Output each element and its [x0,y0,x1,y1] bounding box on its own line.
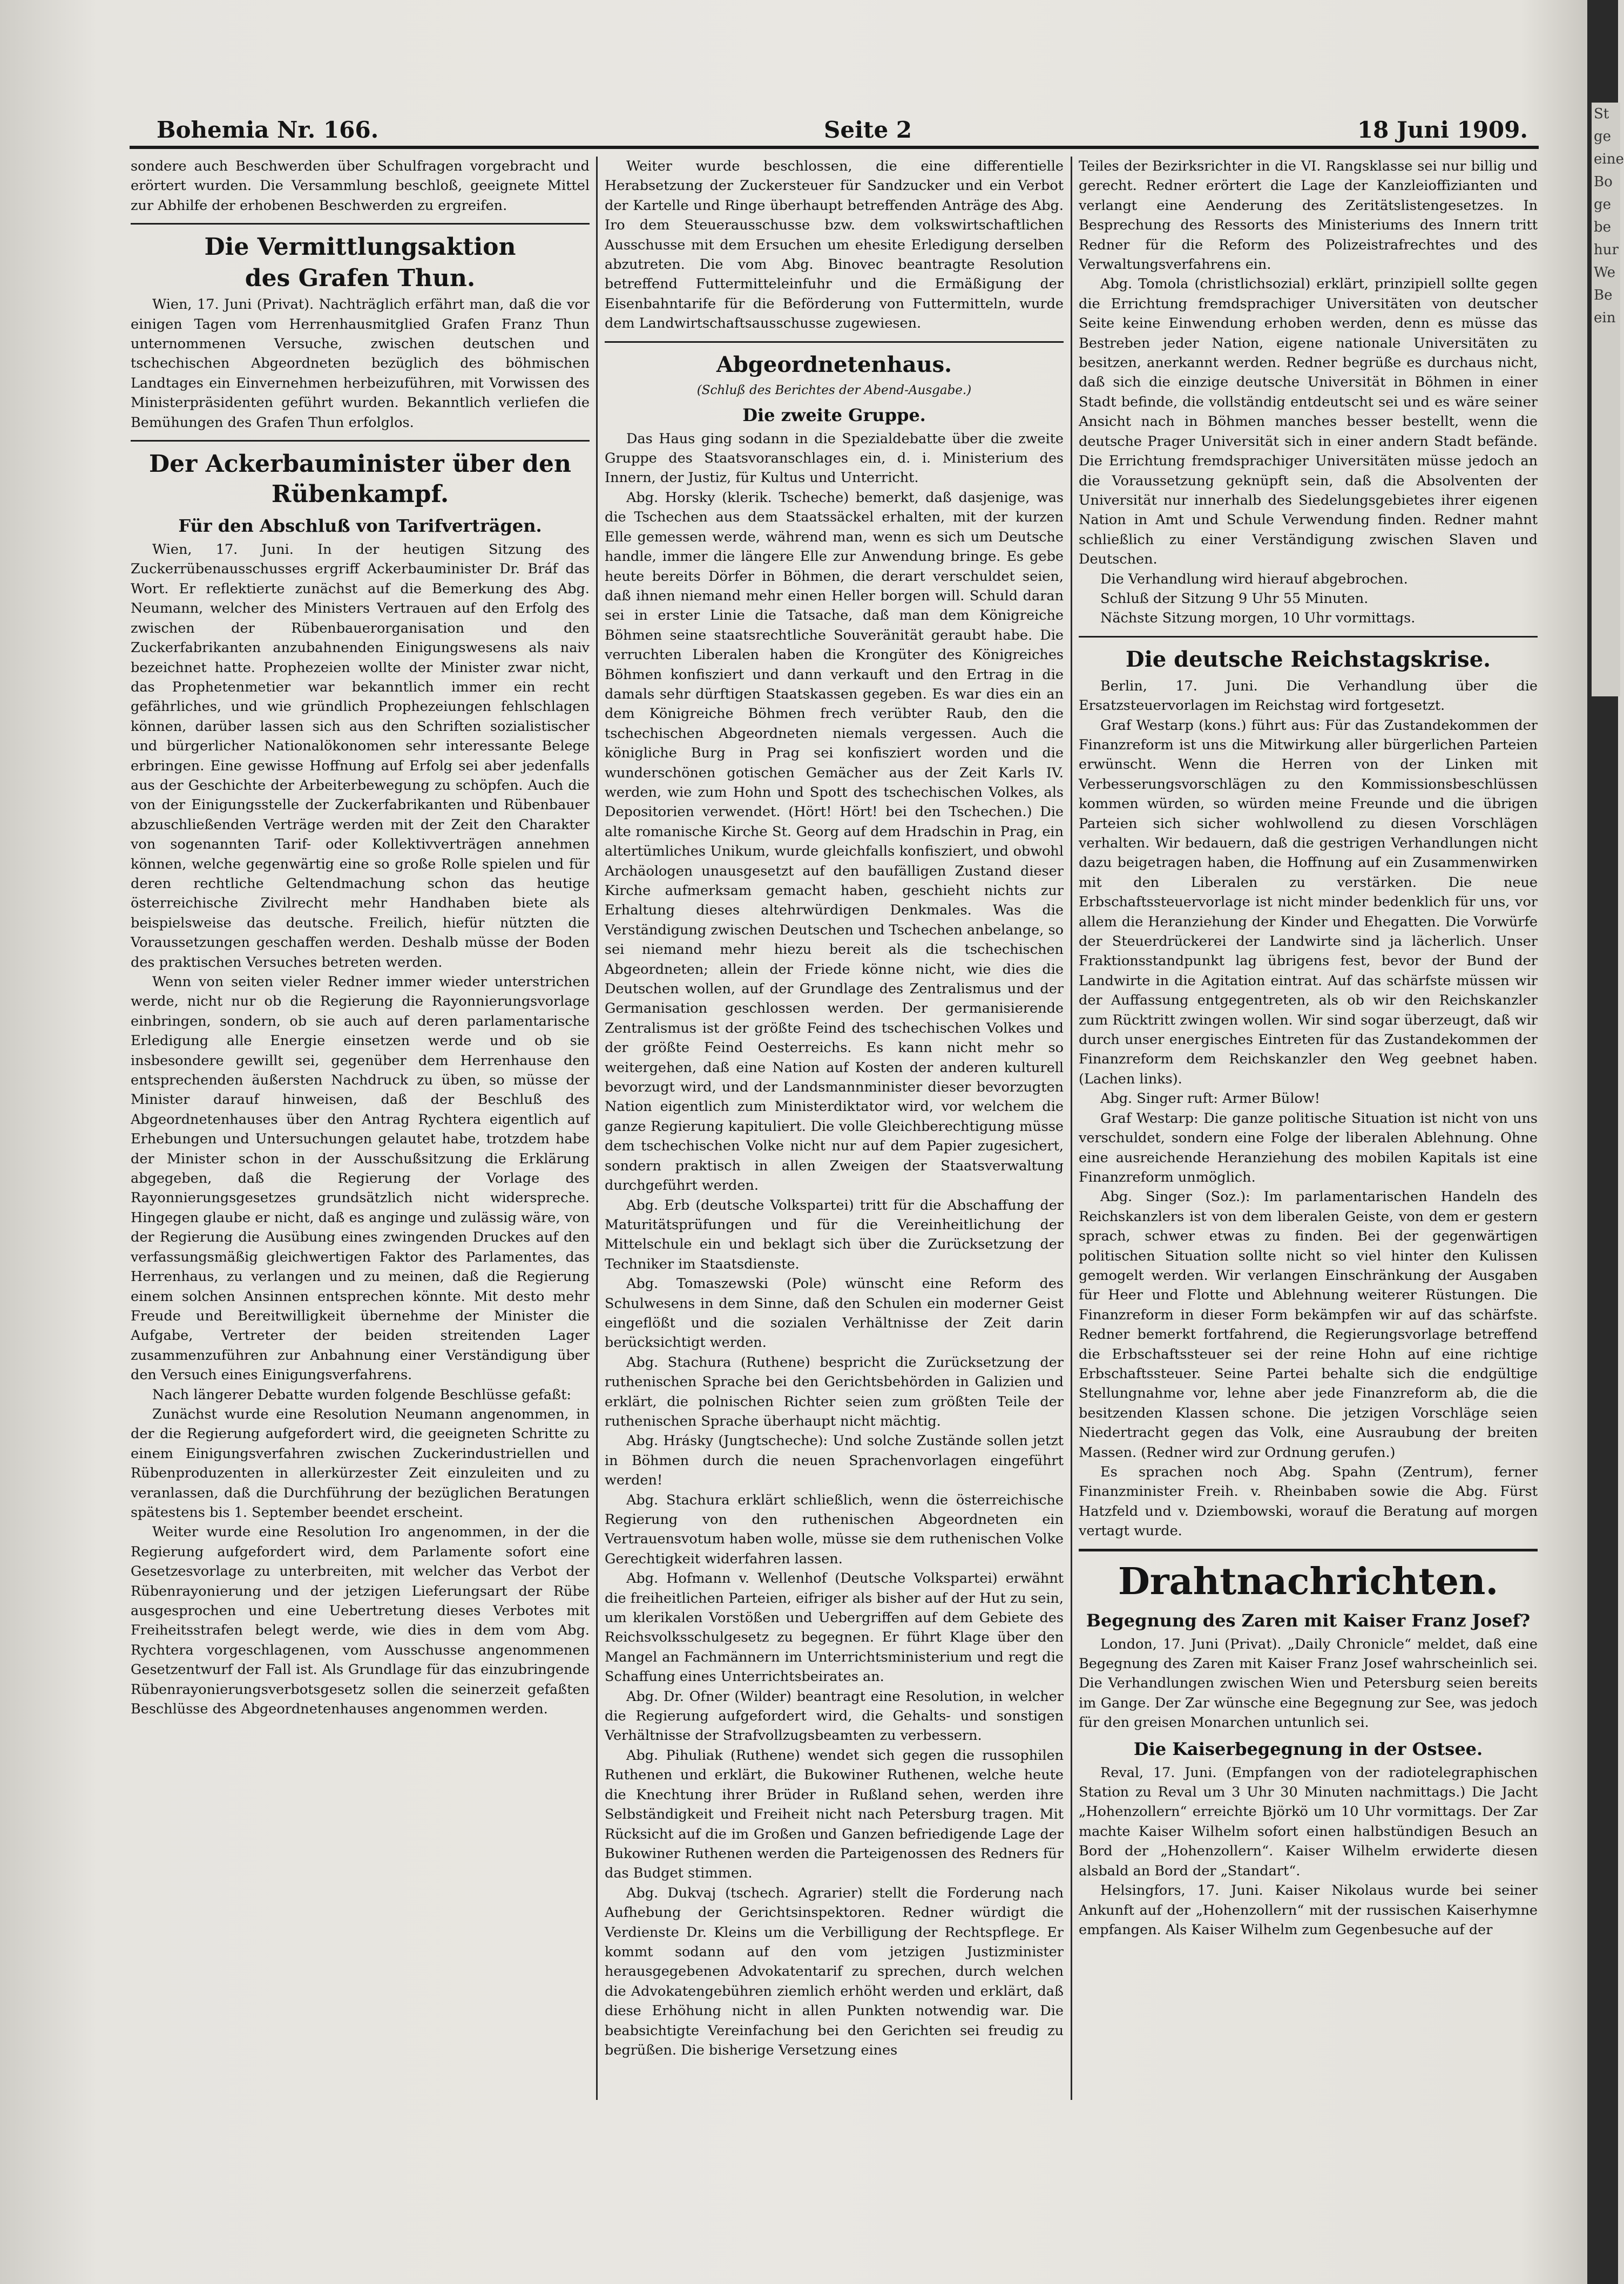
fragment-line: ein [1594,310,1616,326]
subheadline-zweite-gruppe: Die zweite Gruppe. [742,404,926,425]
article-text: Graf Westarp: Die ganze politische Situation ist nicht von uns verschuldet, sondern eine Folge der liberalen Ablehnung. Ohne eine ausreichende Heranziehung des mobilen Kapitals ist eine Finanzreform unmöglich. [1079,1110,1538,1185]
header-rule [130,146,1539,149]
fragment-line: Bo [1594,174,1613,190]
article-text: Abg. Pihuliak (Ruthene) wendet sich gegen die russophilen Ruthenen und erklärt, die Bukowiner Ruthenen, welche heute die Knechtung ihrer Brüder in Rußland sehen, werden ihre Selbständigkeit und Freiheit nicht nach Petersburg tragen. Mit Rücksicht auf die im Großen und Ganzen befriedigende Lage der Bukowiner Ruthenen werden die Parteigenossen des Redners für das Budget stimmen. [605,1747,1064,1882]
fragment-line: ge [1594,196,1612,213]
fragment-line: ge [1594,128,1612,145]
article-separator [131,440,590,442]
subheadline-zaren-begegnung: Begegnung des Zaren mit Kaiser Franz Josef? [1086,1610,1531,1631]
article-text: Abg. Stachura erklärt schließlich, wenn die österreichische Regierung von den ruthenischen Abgeordneten ein Vertrauensvotum haben wolle, müsse sie dem ruthenischen Volke Gerechtigkeit widerfahren lassen. [605,1492,1064,1567]
header-paper-issue: Bohemia Nr. 166. [157,117,379,143]
article-text: Abg. Erb (deutsche Volkspartei) tritt für die Abschaffung der Maturitätsprüfungen und für die Vereinheitlichung der Mittelschule ein und beklagt sich über die Zurücksetzung der Techniker im Staatsdienste. [605,1197,1064,1272]
section-separator [1079,1549,1538,1551]
article-text: Weiter wurde eine Resolution Iro angenommen, in der die Regierung aufgefordert wird, dem Parlamente sofort eine Gesetzesvorlage zu unterbreiten, mit welcher das Verbot der Rübenrayonierung und der jetzigen Lieferungsart der Rübe ausgesprochen und eine Uebertretung dieses Verbotes mit Freiheitsstrafen belegt werde, wie dies in dem vom Abg. Rychtera vorgeschlagenen, vom Ausschusse angenommenen Gesetzentwurf der Fall ist. Als Grundlage für das einzubringende Rübenrayonierungsverbotsgesetz sollen die seinerzeit gefaßten Beschlüsse des Abgeordnetenhauses angenommen werden. [131,1524,590,1718]
article-text: Wien, 17. Juni. In der heutigen Sitzung des Zuckerrübenausschusses ergriff Ackerbauminister Dr. Bráf das Wort. Er reflektierte zunächst auf die Bemerkung des Abg. Neumann, welcher des Ministers Vertrauen auf den Erfolg des zwischen der Rübenbauerorganisation und den Zuckerfabrikanten anzubahnenden Einigungswesens als naiv bezeichnet hatte. Prophezeien wollte der Minister zwar nicht, das Prophetenmetier war bekanntlich immer ein recht gefährliches, und wie gründlich Prophezeiungen fehlschlagen können, darüber lassen sich aus den Schriften sozialistischer und bürgerlicher Nationalökonomen sehr interessante Belege erbringen. Eine gewisse Hoffnung auf Erfolg sei aber jedenfalls aus der Geschichte der Arbeiterbewegung zu schöpfen. Auch die von der Einigungsstelle der Zuckerfabrikanten und Rübenbauer abzuschließenden Verträge werden mit der Zeit den Charakter von sogenannten Tarif- oder Kollektivverträgen annehmen können, welche gegenwärtig eine so große Rolle spielen und für deren rechtliche Geltendmachung schon das heutige österreichische Zivilrecht mehr Handhaben biete als beispielsweise das deutsche. Freilich, hiefür nützten die Voraussetzungen geschaffen werden. Deshalb müsse der Boden des praktischen Versuches betreten werden. [131,541,590,971]
report-note: (Schluß des Berichtes der Abend-Ausgabe.) [696,383,972,397]
article-text: Teiles der Bezirksrichter in die VI. Rangsklasse sei nur billig und gerecht. Redner erörtert die Lage der Kanzleioffizianten und verlangt eine Aenderung des Zeritätslistengesetzes. In Besprechung des Ressorts des Ministeriums des Innern tritt Redner für die Reform des Polizeistrafrechtes und des Verwaltungsverfahrens ein. [1079,158,1538,273]
headline-vermittlungsaktion: Die Vermittlungsaktion [204,233,516,261]
adjacent-page-fragment [1592,103,1624,696]
article-text: Nächste Sitzung morgen, 10 Uhr vormittags. [1100,610,1416,627]
article-text: Abg. Tomaszewski (Pole) wünscht eine Reform des Schulwesens in dem Sinne, daß den Schulen ein moderner Geist eingeflößt und die sozialen Verhältnisse der Zeit darin berücksichtigt werden. [605,1276,1064,1351]
article-text: Die Verhandlung wird hierauf abgebrochen. [1100,571,1408,587]
column-divider [1071,157,1072,2100]
fragment-line: Be [1594,287,1613,303]
article-text: Wien, 17. Juni (Privat). Nachträglich erfährt man, daß die vor einigen Tagen vom Herrenhausmitglied Grafen Franz Thun unternommenen Versuche, zwischen deutschen und tschechischen Abgeordneten bezüglich des böhmischen Landtages ein Einvernehmen herbeizuführen, mit Vorwissen des Ministerpräsidenten geführt wurden. Bekanntlich verliefen die Bemühungen des Grafen Thun erfolglos. [131,296,590,431]
article-text: Berlin, 17. Juni. Die Verhandlung über die Ersatzsteuervorlagen im Reichstag wird fortgesetzt. [1079,677,1538,714]
subheadline-kaiserbegegnung-ostsee: Die Kaiserbegegnung in der Ostsee. [1133,1738,1483,1759]
page-header [157,105,1528,143]
headline-ackerbauminister: Der Ackerbauminister über den Rübenkampf. [148,450,572,509]
fragment-line: We [1594,265,1615,281]
column-divider [596,157,598,2100]
article-text: London, 17. Juni (Privat). „Daily Chronicle“ meldet, daß eine Begegnung des Zaren mit Kaiser Franz Josef wahrscheinlich sei. Die Verhandlungen zwischen Wien und Petersburg seien bereits im Gange. Der Zar wünsche eine Begegnung zur See, was jedoch für den greisen Monarchen untunlich sei. [1079,1636,1538,1731]
article-text: Abg. Dr. Ofner (Wilder) beantragt eine Resolution, in welcher die Regierung aufgefordert wird, die Gehalts- und sonstigen Verhältnisse der Strafvollzugsbeamten zu verbessern. [605,1688,1064,1744]
article-text: Abg. Hofmann v. Wellenhof (Deutsche Volkspartei) erwähnt die freiheitlichen Parteien, eifriger als bisher auf der Hut zu sein, um klerikalen Vorstößen und Uebergriffen auf dem Gebiete des Reichsvolksschulgesetz zu begegnen. Er führt Klage über den Mangel an Fachmännern im Unterrichtsministerium und regt die Schaffung eines Unterrichtsbeirates an. [605,1570,1064,1685]
article-text: Das Haus ging sodann in die Spezialdebatte über die zweite Gruppe des Staatsvoranschlages ein, d. i. Ministerium des Innern, der Justiz, für Kultus und Unterricht. [605,430,1064,486]
article-text: Zunächst wurde eine Resolution Neumann angenommen, in der die Regierung aufgefordert wird, die geeigneten Schritte zu einem Einigungsverfahren zwischen Zuckerindustriellen und Rübenproduzenten in allerkürzester Zeit einzuleiten und zu veranlassen, daß die Durchführung der bezüglichen Beratungen spätestens bis 1. September beendet erscheint. [131,1406,590,1521]
fragment-line: hur [1594,242,1619,258]
article-text: Weiter wurde beschlossen, die eine differentielle Herabsetzung der Zuckersteuer für Sandzucker und ein Verbot der Kartelle und Ringe überhaupt betreffenden Anträge des Abg. Iro dem Steuerausschusse bzw. dem volkswirtschaftlichen Ausschusse mit dem Ersuchen um ehesite Erledigung derselben abzutreten. Die vom Abg. Binovec beantragte Resolution betreffend Futtermitteleinfuhr und die Ermäßigung der Eisenbahntarife für die Beförderung von Futtermitteln, wurde dem Landwirtschaftsausschusse zugewiesen. [605,158,1064,332]
subheadline-tarifvertraege: Für den Abschluß von Tarifverträgen. [178,516,542,537]
headline-reichstagskrise: Die deutsche Reichstagskrise. [1125,646,1491,672]
article-text: Wenn von seiten vieler Redner immer wieder unterstrichen werde, nicht nur ob die Regierung die Rayonnierungsvorlage einbringen, sondern, ob sie auch auf deren parlamentarische Erledigung alle Energie einsetzen werde und ob sie insbesondere gewillt sei, gegenüber dem Herrenhause den entsprechenden äußersten Nachdruck zu üben, so müsse der Minister darauf hinweisen, daß der Beschluß des Abgeordnetenhauses über den Antrag Rychtera eigentlich auf Erhebungen und Untersuchungen gelautet habe, trotzdem habe der Minister schon in der Ausschußsitzung die Erklärung abgegeben, daß die Regierung der Vorlage des Rayonnierungsgesetzes grundsätzlich nicht widerspreche. Hingegen glaube er nicht, daß es anginge und zulässig wäre, von der Regierung die Ausübung eines zwingenden Druckes auf den verfassungsmäßig gleichwertigen Faktor des Parlamentes, das Herrenhaus, zu verlangen und zu meinen, daß die Regierung einem solchen Ansinnen entsprechen könnte. Mit desto mehr Freude und Bereitwilligkeit übernehme der Minister die Aufgabe, Vertreter der beiden streitenden Lager zusammenzuführen zur Anbahnung einer Verständigung über den Versuch eines Einigungsverfahrens. [131,974,590,1384]
column-3 [1079,157,1538,2127]
headline-grafen-thun: des Grafen Thun. [245,265,476,293]
fragment-line: St [1594,106,1609,122]
article-text: Abg. Singer ruft: Armer Bülow! [1100,1090,1320,1107]
article-text: Graf Westarp (kons.) führt aus: Für das Zustandekommen der Finanzreform ist uns die Mitwirkung aller bürgerlichen Parteien erwünscht. Wenn die Herren von der Linken mit Verbesserungsvorschlägen zu den Kommissionsbeschlüssen kommen würden, so würden meine Freunde und die übrigen Parteien sich sicher wohlwollend zu diesen Vorschlägen verhalten. Wir bedauern, daß die gestrigen Verhandlungen nicht dazu beigetragen haben, die Hoffnung auf ein Zusammenwirken mit den Liberalen zu verstärken. Die neue Erbschaftssteuervorlage ist nicht minder bedenklich für uns, vor allem die Heranziehung der Kinder und Ehegatten. Die Vorwürfe der Steuerdrückerei der Landwirte sind ja lächerlich. Unser Fraktionsstandpunkt lag übrigens fest, bevor der Bund der Landwirte in die Agitation eintrat. Auf das schärfste müssen wir der Auffassung entgegentreten, als ob wir den Reichskanzler zum Rücktritt zwingen wollen. Wir sind sogar überzeugt, daß wir durch unser energisches Eintreten für das Zustandekommen der Finanzreform dem Reichskanzler den Weg geebnet haben. (Lachen links). [1079,717,1538,1087]
headline-abgeordnetenhaus: Abgeordnetenhaus. [716,351,952,377]
header-date: 18 Juni 1909. [1357,117,1528,143]
column-2 [605,157,1064,2127]
article-text: Schluß der Sitzung 9 Uhr 55 Minuten. [1100,590,1369,607]
headline-drahtnachrichten: Drahtnachrichten. [1118,1560,1499,1603]
article-separator [605,341,1064,343]
article-text: Helsingfors, 17. Juni. Kaiser Nikolaus wurde bei seiner Ankunft auf der „Hohenzollern“ mit der russischen Kaiserhymne empfangen. Als Kaiser Wilhelm zum Gegenbesuche auf der [1079,1882,1538,1938]
article-separator [1079,636,1538,638]
fragment-line: be [1594,219,1612,235]
article-separator [131,223,590,225]
article-text: Abg. Hrásky (Jungtscheche): Und solche Zustände sollen jetzt in Böhmen durch die neuen Sprachenvorlagen eingeführt werden! [605,1433,1064,1489]
article-text: Abg. Stachura (Ruthene) bespricht die Zurücksetzung der ruthenischen Sprache bei den Gerichtsbehörden in Galizien und erklärt, die polnischen Richter seien zum größten Teile der ruthenischen Sprache überhaupt nicht mächtig. [605,1354,1064,1429]
article-text: Nach längerer Debatte wurden folgende Beschlüsse gefaßt: [152,1386,572,1403]
article-text: Abg. Tomola (christlichsozial) erklärt, prinzipiell sollte gegen die Errichtung fremdsprachiger Universitäten von deutscher Seite keine Einwendung erhoben werden, denn es müsse das Bestreben jeder Nation, eigene nationale Universitäten zu besitzen, anerkannt werden. Redner begrüße es durchaus nicht, daß sich die einzige deutsche Universität in Böhmen in einer Stadt befinde, die vollständig entdeutscht sei und es wäre seiner Ansicht nach in Böhmen manches besser bestellt, wenn die deutsche Prager Universität sich in einer andern Stadt befände. Die Errichtung fremdsprachiger Universitäten müsse jedoch an die Voraussetzung geknüpft sein, daß die Absolventen der Universität nur innerhalb des Siedelungsgebietes ihrer eigenen Nation in Amt und Schule Verwendung finden. Redner mahnt schließlich zu einer Verständigung zwischen Slaven und Deutschen. [1079,276,1538,568]
article-text: Abg. Horsky (klerik. Tscheche) bemerkt, daß dasjenige, was die Tschechen aus dem Staatssäckel erhalten, mit der kurzen Elle gemessen werde, während man, wenn es sich um Deutsche handle, immer die längere Elle zur Anwendung bringe. Es gebe heute bereits Dörfer in Böhmen, die derart verschuldet seien, daß ihnen niemand mehr einen Heller borgen will. Schuld daran sei in erster Linie die Tatsache, daß man dem Königreiche Böhmen seine staatsrechtliche Souveränität geraubt habe. Die verruchten Liberalen haben die Krongüter des Königreiches Böhmen konfisziert und dann verkauft und den Ertrag in die damals sehr dürftigen Staatskassen gegeben. Es war dies ein an dem Königreiche Böhmen frech verübter Raub, den die tschechischen Abgeordneten niemals vergessen. Auch die königliche Burg in Prag sei konfisziert worden und die wunderschönen gotischen Gemächer aus der Zeit Karls IV. werden, wie zum Hohn und Spott des tschechischen Volkes, als Depositorien verwendet. (Hört! Hört! bei den Tschechen.) Die alte romanische Kirche St. Georg auf dem Hradschin in Prag, ein altertümliches Unikum, wurde gleichfalls konfisziert, und obwohl Archäologen unausgesetzt auf den baufälligen Zustand dieser Kirche aufmerksam gemacht haben, geschieht nichts zur Erhaltung dieses altehrwürdigen Denkmales. Was die Verständigung zwischen Deutschen und Tschechen anbelange, so sei niemand mehr hiezu bereit als die tschechischen Abgeordneten; allein der Friede könne nicht, wie dies die Deutschen wollen, auf der Grundlage des Zentralismus und der Germanisation geschlossen werden. Der germanisierende Zentralismus ist der größte Feind des tschechischen Volkes und der größte Feind Oesterreichs. Es kann nicht mehr so weitergehen, daß eine Nation auf Kosten der anderen kulturell bevorzugt wird, und der Landsmannminister dieser bevorzugten Nation eigentlich zum Ministerdiktator wird, vor welchem die ganze Regierung kapituliert. Die volle Gleichberechtigung müsse dem tschechischen Volke nicht nur auf dem Papier zugesichert, sondern praktisch in allen Zweigen der Staatsverwaltung durchgeführt werden. [605,489,1064,1194]
article-text: Abg. Dukvaj (tschech. Agrarier) stellt die Forderung nach Aufhebung der Gerichtsinspektoren. Redner würdigt die Verdienste Dr. Kleins um die Verbilligung der Rechtspflege. Er kommt sodann auf den vom jetzigen Justizminister herausgegebenen Advokatentarif zu sprechen, durch welchen die Advokatengebühren ziemlich erhöht werden und erklärt, daß diese Erhöhung nicht in allen Punkten notwendig war. Die beabsichtigte Vereinfachung bei den Gerichten sei freudig zu begrüßen. Die bisherige Versetzung eines [605,1885,1064,2058]
article-text: Es sprachen noch Abg. Spahn (Zentrum), ferner Finanzminister Freih. v. Rheinbaben sowie die Abg. Fürst Hatzfeld und v. Dziembowski, worauf die Beratung auf morgen vertagt wurde. [1079,1464,1538,1540]
article-text: sondere auch Beschwerden über Schulfragen vorgebracht und erörtert wurden. Die Versammlung beschloß, geeignete Mittel zur Abhilfe der erhobenen Beschwerden zu ergreifen. [131,158,590,214]
header-page-number: Seite 2 [824,117,912,143]
fragment-line: eine [1594,151,1624,167]
column-1 [131,157,590,2127]
article-text: Abg. Singer (Soz.): Im parlamentarischen Handeln des Reichskanzlers ist von dem liberalen Geiste, von dem er gestern sprach, schwer etwas zu finden. Bei der gegenwärtigen politischen Situation sollte nicht so viel hinter den Kulissen gemogelt werden. Wir verlangen Einschränkung der Ausgaben für Heer und Flotte und Ablehnung weiterer Rüstungen. Die Finanzreform in dieser Form bekämpfen wir auf das schärfste. Redner bemerkt fortfahrend, die Regierungsvorlage betreffend die Erbschaftssteuer sei der reine Hohn auf eine richtige Erbschaftssteuer. Seine Partei behalte sich die endgültige Stellungnahme vor, lehne aber jede Finanzreform ab, die die besitzenden Klassen schone. Die jetzigen Vorschläge seien Niedertracht gegen das Volk, eine Ausraubung der breiten Massen. (Redner wird zur Ordnung gerufen.) [1079,1189,1538,1461]
article-text: Reval, 17. Juni. (Empfangen von der radiotelegraphischen Station zu Reval um 3 Uhr 30 Minuten nachmittags.) Die Jacht „Hohenzollern“ erreichte Björkö um 10 Uhr vormittags. Der Zar machte Kaiser Wilhelm sofort einen halbstündigen Besuch an Bord der „Hohenzollern“. Kaiser Wilhelm erwiderte diesen alsbald an Bord der „Standart“. [1079,1764,1538,1879]
